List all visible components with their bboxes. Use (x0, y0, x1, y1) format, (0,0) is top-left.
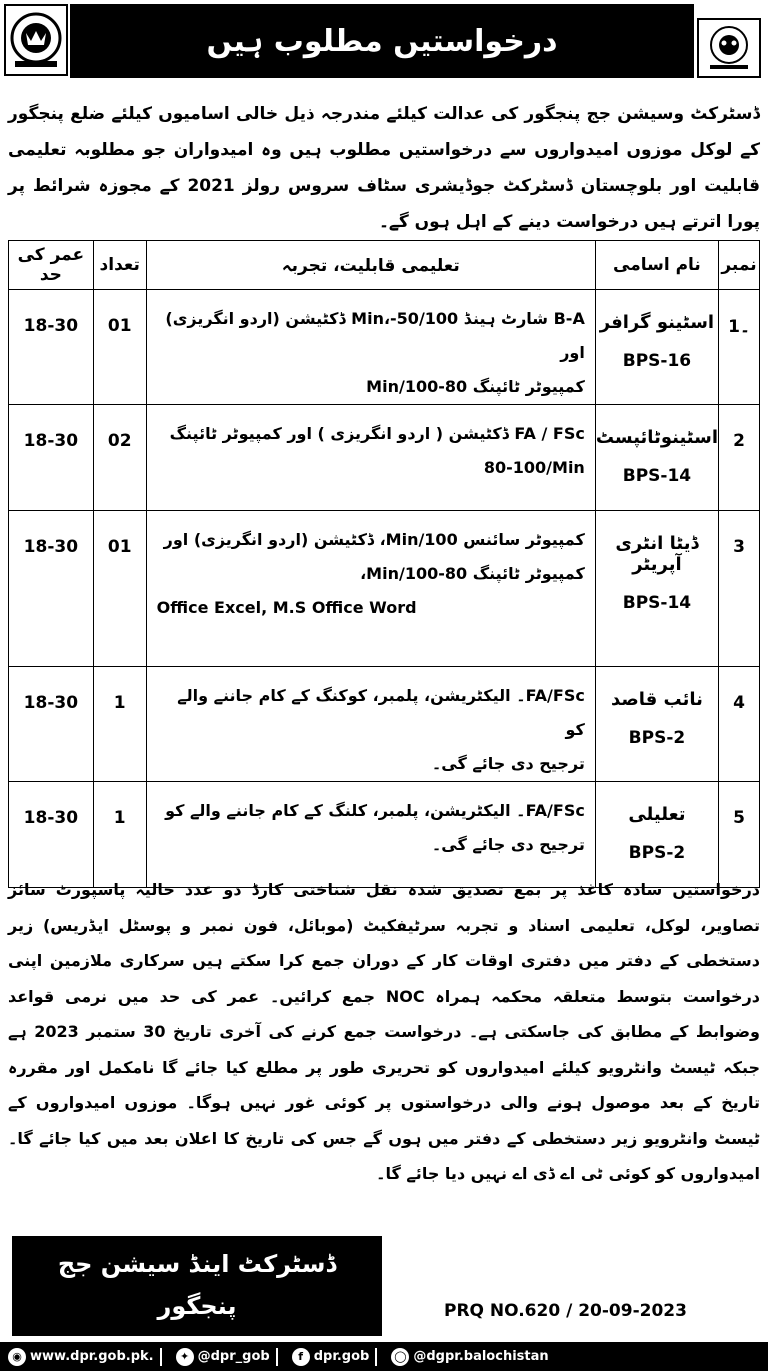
facebook-icon: f (292, 1348, 310, 1366)
social-text: www.dpr.gob.pk. (30, 1349, 154, 1364)
instructions-paragraph: درخواستیں سادہ کاغذ پر بمع تصدیق شدہ نقل شناختی کارڈ دو عدد حالیہ پاسپورٹ سائز تصاویر، لوکل، تعلیمی اسناد و تجربہ سرٹیفکیٹ (موبائل، فون نمبر و پوسٹل ایڈریس) زیر دستخطی کے دفتر میں دفتری اوقات کار کے دوران جمع کرا سکتے ہیں سرکاری ملازمین اپنی درخواست بتوسط متعلقہ محکمہ ہمراہ NOC جمع کرائیں۔ عمر کی حد میں نرمی قواعد وضوابط کے مطابق کی جاسکتی ہے۔ درخواست جمع کرنے کی آخری تاریخ 30 ستمبر 2023 ہے جبکہ ٹیسٹ وانٹرویو کیلئے امیدواروں کو تحریری طور پر مطلع کیا جائے گا نامکمل اور مقررہ تاریخ کے بعد موصول ہونے والی درخواستوں پر کوئی غور نہیں ہوگا۔ موزوں امیدواروں کے ٹیسٹ وانٹرویو زیر دستخطی کے دفتر میں ہوں گے جس کی تاریخ کا اعلان بعد میں کیا جائے گا۔ امیدواروں کو کوئی ٹی اے ڈی اے نہیں دیا جائے گا۔ (8, 880, 760, 1183)
age-limit: 18-30 (9, 782, 94, 888)
post-name: ڈیٹا انٹری آپریٹر (615, 533, 699, 575)
social-text: @dpr_gob (197, 1349, 270, 1364)
header (0, 0, 768, 84)
qualification-line: ترجیح دی جائے گی۔ (431, 754, 585, 773)
post-name: اسٹینوٹائپسٹ (595, 427, 719, 448)
quantity: 02 (93, 405, 146, 511)
globe-icon: ◉ (8, 1348, 26, 1366)
post-name: تعلیلی (628, 804, 686, 825)
title-band (70, 4, 694, 78)
signature-block (12, 1236, 382, 1336)
quantity: 1 (93, 667, 146, 782)
qualification-cell (146, 405, 595, 511)
post-cell (595, 405, 718, 511)
table-row (9, 511, 760, 667)
row-number: 5 (719, 782, 760, 888)
signature-location: پنجگور (157, 1292, 237, 1320)
age-limit: 18-30 (9, 511, 94, 667)
qualification-line: FA/FSc۔ الیکٹریشن، پلمبر، کوکنگ کے کام جاننے والے کو (177, 686, 585, 739)
social-website[interactable] (8, 1348, 154, 1366)
header-quantity: تعداد (93, 241, 146, 290)
qualification-cell (146, 290, 595, 405)
post-bps: BPS-2 (628, 728, 686, 748)
emblem-icon (4, 4, 68, 76)
social-text: @dgpr.balochistan (413, 1349, 549, 1364)
header-qualification: تعلیمی قابلیت، تجربہ (146, 241, 595, 290)
divider (276, 1348, 278, 1366)
seal-icon (697, 18, 761, 78)
post-cell (595, 290, 718, 405)
qualification-line: B-A شارٹ ہینڈ 100/Min،-50 ڈکٹیشن (اردو انگریزی) اور (165, 309, 585, 362)
qualification-line: FA / FSc ڈکٹیشن ( اردو انگریزی ) اور کمپیوٹر ٹائپنگ (169, 424, 585, 443)
qualification-cell (146, 511, 595, 667)
qualification-line: ترجیح دی جائے گی۔ (431, 835, 585, 854)
row-number: 4 (719, 667, 760, 782)
row-number: 2 (719, 405, 760, 511)
quantity: 01 (93, 290, 146, 405)
post-bps: BPS-14 (622, 593, 692, 613)
social-instagram[interactable] (391, 1348, 548, 1366)
social-twitter[interactable] (176, 1348, 270, 1366)
post-cell (595, 667, 718, 782)
qualification-line: Office Excel, M.S Office Word (156, 598, 417, 617)
signature-title: ڈسٹرکٹ اینڈ سیشن جج (57, 1250, 337, 1278)
vacancy-table (8, 240, 760, 888)
social-bar (0, 1342, 768, 1371)
age-limit: 18-30 (9, 667, 94, 782)
divider (375, 1348, 377, 1366)
twitter-icon: ✦ (176, 1348, 194, 1366)
table-row (9, 405, 760, 511)
header-age-limit: عمر کی حد (9, 241, 94, 290)
qualification-cell (146, 667, 595, 782)
table-row (9, 290, 760, 405)
row-number: 1۔ (719, 290, 760, 405)
post-bps: BPS-16 (622, 351, 692, 371)
instagram-icon: ◯ (391, 1348, 409, 1366)
post-bps: BPS-14 (622, 466, 692, 486)
table-header-row (9, 241, 760, 290)
qualification-line: کمپیوٹر سائنس 100/Min، ڈکٹیشن (اردو انگریزی) اور (163, 530, 585, 549)
social-facebook[interactable] (292, 1348, 370, 1366)
divider (160, 1348, 162, 1366)
prq-number: PRQ NO.620 / 20-09-2023 (444, 1301, 687, 1321)
header-no: نمبر (719, 241, 760, 290)
social-text: dpr.gob (313, 1349, 370, 1364)
qualification-line: کمپیوٹر ٹائپنگ 80-100/Min، (360, 564, 585, 583)
intro-text: ڈسٹرکٹ وسیشن جج پنجگور کی عدالت کیلئے مندرجہ ذیل خالی اسامیوں کیلئے ضلع پنجگور کے لوکل موزوں امیدواروں سے درخواستیں مطلوب ہیں وہ امیدواران جو مطلوبہ تعلیمی قابلیت اور بلوچستان ڈسٹرکٹ جوڈیشری سٹاف سروس رولز 2021 کے مجوزہ شرائط پر پورا اترتے ہیں درخواست دینے کے اہل ہوں گے۔ (8, 104, 760, 232)
post-cell (595, 511, 718, 667)
row-number: 3 (719, 511, 760, 667)
header-name: نام اسامی (595, 241, 718, 290)
quantity: 01 (93, 511, 146, 667)
post-name: اسٹینو گرافر (599, 312, 715, 333)
post-name: نائب قاصد (610, 689, 703, 710)
age-limit: 18-30 (9, 290, 94, 405)
post-bps: BPS-2 (628, 843, 686, 863)
qualification-line: FA/FSc۔ الیکٹریشن، پلمبر، کلنگ کے کام جاننے والے کو (165, 801, 585, 820)
age-limit: 18-30 (9, 405, 94, 511)
page-title: درخواستیں مطلوب ہیں (206, 23, 558, 59)
qualification-line: 80-100/Min (483, 458, 585, 477)
table-row (9, 667, 760, 782)
quantity: 1 (93, 782, 146, 888)
qualification-line: کمپیوٹر ٹائپنگ 80-100/Min (366, 377, 585, 396)
